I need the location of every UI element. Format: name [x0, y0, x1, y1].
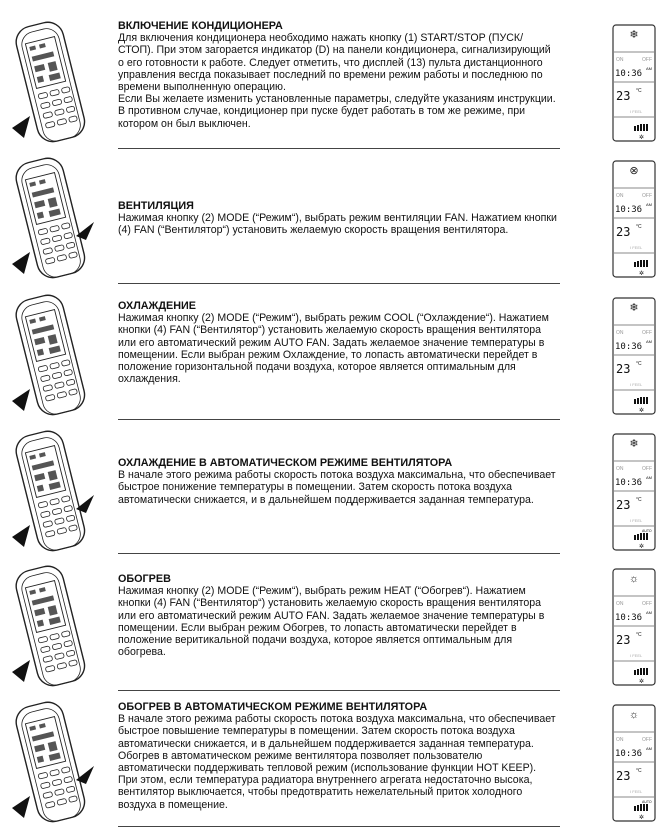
- temp-unit: °C: [636, 768, 642, 774]
- ifeel-label: I FEEL: [630, 789, 643, 794]
- clock-time: 10:36: [615, 205, 643, 215]
- section-title: ОХЛАЖДЕНИЕ В АВТОМАТИЧЕСКОМ РЕЖИМЕ ВЕНТИЛЯТОРА: [118, 457, 453, 469]
- clock-time: 10:36: [615, 478, 643, 488]
- am-label: AM: [646, 610, 652, 615]
- temperature: 23: [616, 225, 631, 239]
- fan-icon: ✲: [639, 271, 645, 277]
- am-label: AM: [646, 475, 652, 480]
- svg-text:❄: ❄: [629, 29, 639, 41]
- off-label: OFF: [642, 737, 652, 743]
- am-label: AM: [646, 339, 652, 344]
- section-text: [118, 701, 558, 811]
- temp-unit: °C: [636, 632, 642, 638]
- off-label: OFF: [642, 193, 652, 199]
- am-label: AM: [646, 66, 652, 71]
- section-title: ОБОГРЕВ: [118, 573, 171, 585]
- clock-time: 10:36: [615, 342, 643, 352]
- remote-control-illustration: [4, 289, 104, 417]
- ifeel-label: I FEEL: [630, 382, 643, 387]
- off-label: OFF: [642, 57, 652, 63]
- section-4: [0, 423, 661, 558]
- mode-icon: [629, 165, 638, 177]
- temperature: 23: [616, 498, 631, 512]
- section-title: ВКЛЮЧЕНИЕ КОНДИЦИОНЕРА: [118, 20, 283, 32]
- remote-control-illustration: [4, 425, 104, 553]
- remote-display-illustration: [612, 24, 656, 142]
- mode-icon: [629, 573, 639, 585]
- remote-display-illustration: [612, 433, 656, 551]
- pointer-arrow: [12, 252, 30, 274]
- temp-unit: °C: [636, 88, 642, 94]
- section-title: ОХЛАЖДЕНИЕ: [118, 300, 196, 312]
- section-paragraph: В начале этого режима работы скорость потока воздуха максимальна, что обеспечивает быстрое понижение температуры в помещении. Затем скорость потока воздуха автоматически снижается, и в дальнейшем поддерживается заданная температура.: [118, 469, 556, 506]
- fan-icon: ✲: [639, 135, 645, 141]
- remote-control-illustration: [4, 16, 104, 144]
- section-paragraph: В начале этого режима работы скорость потока воздуха максимальна, что обеспечивает быстрое повышение температуры в помещении. Затем скорость потока воздуха автоматически снижается, и в дальнейшем поддерживается заданная температура. Обогрев в автоматическом режиме вентилятора позволяет пользователю автоматически поддерживать тепловой режим (использование функции HOT KEEP). При этом, если температура радиатора внутреннего агрегата недостаточно высока, вентилятор выключается, чтобы предотвратить нежелательный приток холодного воздуха в помещение.: [118, 713, 556, 811]
- clock-time: 10:36: [615, 69, 643, 79]
- section-paragraph: Если Вы желаете изменить установленные параметры, следуйте указаниям инструкции. В противном случае, кондиционер при пуске будет работать в том же режиме, при котором он был выключен.: [118, 93, 556, 130]
- off-label: OFF: [642, 466, 652, 472]
- section-divider: [118, 148, 560, 149]
- section-2: [0, 150, 661, 285]
- fan-icon: ✲: [639, 408, 645, 414]
- section-6: [0, 694, 661, 829]
- section-title: ВЕНТИЛЯЦИЯ: [118, 200, 194, 212]
- on-label: ON: [616, 330, 624, 336]
- am-label: AM: [646, 746, 652, 751]
- remote-display-illustration: [612, 704, 656, 822]
- svg-text:❄: ❄: [629, 438, 639, 450]
- ifeel-label: I FEEL: [630, 245, 643, 250]
- temperature: 23: [616, 633, 631, 647]
- remote-display-illustration: [612, 568, 656, 686]
- on-label: ON: [616, 193, 624, 199]
- on-label: ON: [616, 737, 624, 743]
- clock-time: 10:36: [615, 613, 643, 623]
- remote-control-illustration: [4, 560, 104, 688]
- section-text: [118, 573, 558, 658]
- remote-control-illustration: [4, 152, 104, 280]
- remote-display-illustration: [612, 160, 656, 278]
- temp-unit: °C: [636, 361, 642, 367]
- ifeel-label: I FEEL: [630, 518, 643, 523]
- on-label: ON: [616, 57, 624, 63]
- section-3: [0, 287, 661, 422]
- svg-text:⊗: ⊗: [629, 165, 639, 177]
- section-title: ОБОГРЕВ В АВТОМАТИЧЕСКОМ РЕЖИМЕ ВЕНТИЛЯТОРА: [118, 701, 428, 713]
- ifeel-label: I FEEL: [630, 109, 643, 114]
- clock-time: 10:36: [615, 749, 643, 759]
- section-divider: [118, 283, 560, 284]
- am-label: AM: [646, 202, 652, 207]
- mode-icon: [629, 29, 638, 41]
- temp-unit: °C: [636, 224, 642, 230]
- section-divider: [118, 553, 560, 554]
- remote-display-illustration: [612, 297, 656, 415]
- section-paragraph: Нажимая кнопку (2) MODE (“Режим“), выбрать режим вентиляции FAN. Нажатием кнопки (4) FAN (“Вентилятор“) установить желаемую скорость вращения вентилятора.: [118, 212, 557, 237]
- on-label: ON: [616, 601, 624, 607]
- temperature: 23: [616, 362, 631, 376]
- section-divider: [118, 826, 560, 827]
- section-paragraph: Для включения кондиционера необходимо нажать кнопку (1) START/STOP (ПУСК/СТОП). При этом загорается индикатор (D) на панели кондиционера, сигнализирующий о его готовности к работе. Следует отметить, что дисплей (13) пульта дистанционного управления весгда показывает последний по времени режим работы и последнюю по времени выполненную операцию.: [118, 32, 551, 94]
- section-text: [118, 457, 558, 506]
- temp-unit: °C: [636, 497, 642, 503]
- off-label: OFF: [642, 330, 652, 336]
- section-paragraph: Нажимая кнопку (2) MODE (“Режим“), выбрать режим HEAT (“Обогрев“). Нажатием кнопки (4) FAN (“Вентилятор“) установить желаемую скорость вращения вентилятора или его автоматический режим AUTO FAN. Задать желаемое значение температуры в помещении. Если выбран режим Обогрев, то лопасть автоматически перейдет в положение веритикальной подачи воздуха, которое является оптимальным для обогрева.: [118, 585, 545, 659]
- auto-label: AUTO: [642, 529, 652, 533]
- remote-control-illustration: [4, 696, 104, 824]
- pointer-arrow: [12, 660, 30, 682]
- pointer-arrow: [12, 796, 30, 818]
- off-label: OFF: [642, 601, 652, 607]
- svg-text:❄: ❄: [629, 302, 639, 314]
- section-divider: [118, 419, 560, 420]
- mode-icon: [629, 302, 638, 314]
- pointer-arrow: [12, 116, 30, 138]
- ifeel-label: I FEEL: [630, 653, 643, 658]
- section-text: [118, 300, 558, 385]
- svg-text:☼: ☼: [628, 709, 640, 721]
- section-paragraph: Нажимая кнопку (2) MODE (“Режим“), выбрать режим COOL (“Охлаждение“). Нажатием кнопки (4) FAN (“Вентилятор“) установить желаемую скорость вращения вентилятора или его автоматический режим AUTO FAN. Задать желаемое значение температуры в помещении. Если выбран режим Охлаждение, то лопасть автоматически перейдет в положение горизонтальной подачи воздуха, которое является оптимальным для охлаждения.: [118, 312, 549, 386]
- svg-text:☼: ☼: [628, 573, 640, 585]
- fan-icon: ✲: [639, 815, 645, 821]
- fan-icon: ✲: [639, 544, 645, 550]
- section-5: [0, 558, 661, 693]
- temperature: 23: [616, 89, 631, 103]
- mode-icon: [629, 709, 639, 721]
- section-text: [118, 20, 558, 130]
- mode-icon: [629, 438, 638, 450]
- fan-icon: ✲: [639, 679, 645, 685]
- pointer-arrow: [12, 525, 30, 547]
- temperature: 23: [616, 769, 631, 783]
- pointer-arrow: [12, 389, 30, 411]
- on-label: ON: [616, 466, 624, 472]
- auto-label: AUTO: [642, 800, 652, 804]
- section-1: [0, 14, 661, 149]
- section-divider: [118, 690, 560, 691]
- section-text: [118, 200, 558, 237]
